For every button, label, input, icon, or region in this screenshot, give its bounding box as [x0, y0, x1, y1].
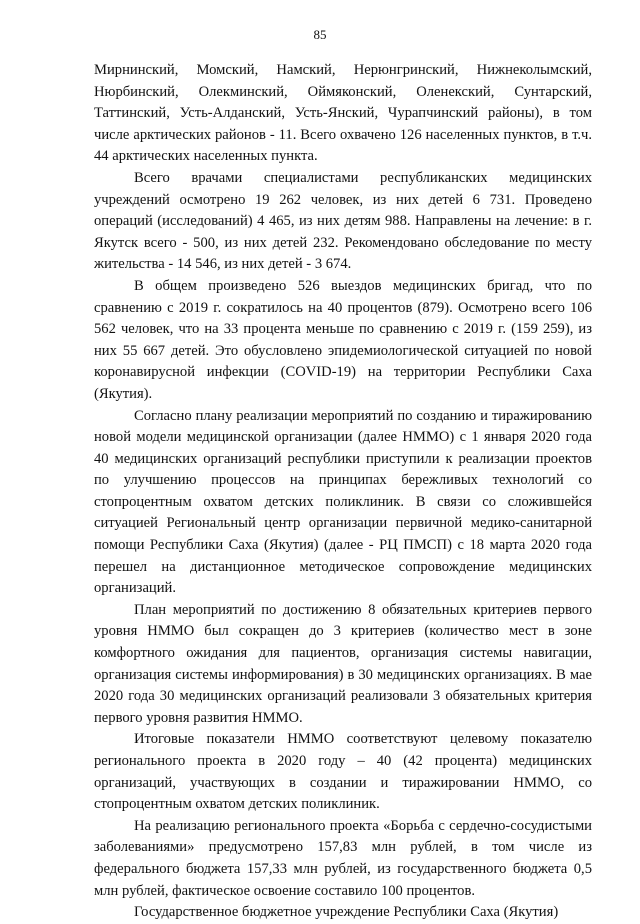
paragraph-2: Всего врачами специалистами республиканских медицинских учреждений осмотрено 19 262 человек, из них детей 6 731. Проведено операций (исследований) 4 465, из них детям 988. Направлены на лечение: в г. Якутск всего - 500, из них детей 232. Рекомендовано обследование по месту жительства - 14 546, из них детей - 3 674.: [94, 169, 592, 273]
page-number: 85: [313, 27, 327, 42]
paragraph-8: Государственное бюджетное учреждение Республики Саха (Якутия): [134, 904, 559, 921]
paragraph-4: Согласно плану реализации мероприятий по созданию и тиражированию новой модели медицинской организации (далее НММО) с 1 января 2020 года 40 медицинских организаций республики приступили к реализации проектов по улучшению процессов на принципах бережливых технологий со стопроцентным охватом детских поликлиник. В связи со сложившейся ситуацией Региональный центр организации первичной медико-санитарной помощи Республики Саха (Якутия) (далее - РЦ ПМСП) с 18 марта 2020 года перешел на дистанционное методическое сопровождение медицинских организаций.: [94, 407, 592, 597]
document-body: [94, 60, 592, 924]
paragraph-1: Мирнинский, Момский, Намский, Нерюнгринский, Нижнеколымский, Нюрбинский, Олекминский, Оймяконский, Оленекский, Сунтарский, Таттинский, Усть-Алданский, Усть-Янский, Чурапчинский районы), в том числе арктических районов - 11. Всего охвачено 126 населенных пунктов, в т.ч. 44 арктических населенных пункта.: [94, 62, 592, 165]
paragraph-7: На реализацию регионального проекта «Борьба с сердечно-сосудистыми заболеваниями» предусмотрено 157,83 млн рублей, в том числе из федерального бюджета 157,33 млн рублей, из государственного бюджета 0,5 млн рублей, фактическое освоение составило 100 процентов.: [94, 817, 592, 899]
paragraph-5: План мероприятий по достижению 8 обязательных критериев первого уровня НММО был сокращен до 3 критериев (количество мест в зоне комфортного ожидания для пациентов, организация системы навигации, организация системы информирования) в 30 медицинских организациях. В мае 2020 года 30 медицинских организаций реализовали 3 обязательных критерия первого уровня развития НММО.: [94, 601, 592, 726]
paragraph-3: В общем произведено 526 выездов медицинских бригад, что по сравнению с 2019 г. сократилось на 40 процентов (879). Осмотрено всего 106 562 человек, что на 33 процента меньше по сравнению с 2019 г. (159 259), из них 55 667 детей. Это обусловлено эпидемиологической ситуацией по новой коронавирусной инфекции (COVID-19) на территории Республики Саха (Якутия).: [94, 277, 592, 402]
paragraph-6: Итоговые показатели НММО соответствуют целевому показателю регионального проекта в 2020 году – 40 (42 процента) медицинских организаций, участвующих в создании и тиражировании НММО, со стопроцентным охватом детских поликлиник.: [94, 731, 592, 813]
